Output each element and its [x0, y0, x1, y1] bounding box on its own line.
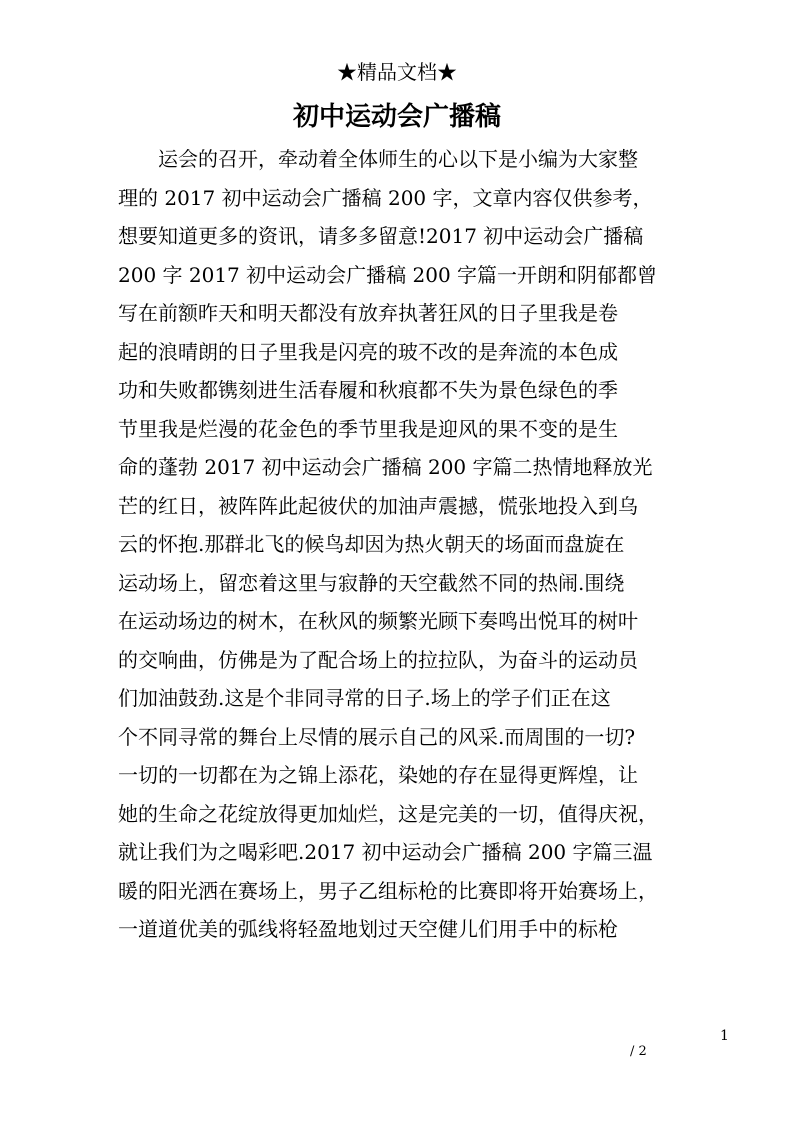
- page-number: 1: [720, 1028, 729, 1044]
- body-text-line: 云的怀抱.那群北飞的候鸟却因为热火朝天的场面而盘旋在: [118, 532, 625, 556]
- body-text-line: 们加油鼓劲.这是个非同寻常的日子.场上的学子们正在这: [118, 686, 611, 710]
- body-text-line: 一切的一切都在为之锦上添花，染她的存在显得更辉煌，让: [118, 763, 638, 787]
- page-header-banner: ★精品文档★: [337, 60, 457, 84]
- body-text-line: 想要知道更多的资讯，请多多留意!2017 初中运动会广播稿: [118, 224, 644, 248]
- body-text-line: 200 字 2017 初中运动会广播稿 200 字篇一开朗和阴郁都曾: [118, 262, 658, 287]
- page-total: / 2: [630, 1044, 647, 1059]
- body-text-line: 暖的阳光洒在赛场上，男子乙组标枪的比赛即将开始赛场上，: [118, 878, 658, 903]
- body-text-line: 芒的红日，被阵阵此起彼伏的加油声震撼，慌张地投入到乌: [118, 493, 638, 518]
- body-text-line: 功和失败都镌刻进生活春履和秋痕都不失为景色绿色的季: [118, 378, 618, 402]
- body-text-line: 写在前额昨天和明天都没有放弃执著狂风的日子里我是卷: [118, 301, 618, 325]
- body-text-line: 的交响曲，仿佛是为了配合场上的拉拉队，为奋斗的运动员: [118, 647, 638, 672]
- body-text-line: 她的生命之花绽放得更加灿烂，这是完美的一切，值得庆祝，: [118, 801, 658, 826]
- body-text-line: 理的 2017 初中运动会广播稿 200 字，文章内容仅供参考，: [118, 185, 653, 210]
- body-text-line: 在运动场边的树木，在秋风的频繁光顾下奏鸣出悦耳的树叶: [118, 609, 638, 633]
- document-body: [118, 140, 678, 949]
- body-text-line: 命的蓬勃 2017 初中运动会广播稿 200 字篇二热情地释放光: [118, 455, 653, 479]
- body-text-line: 一道道优美的弧线将轻盈地划过天空健儿们用手中的标枪: [118, 917, 618, 941]
- body-text-line: 节里我是烂漫的花金色的季节里我是迎风的果不变的是生: [118, 416, 618, 441]
- body-text-line: 个不同寻常的舞台上尽情的展示自己的风采.而周围的一切?: [118, 724, 636, 749]
- body-text-line: 运会的召开，牵动着全体师生的心以下是小编为大家整: [118, 147, 638, 171]
- body-text-line: 起的浪晴朗的日子里我是闪亮的玻不改的是奔流的本色成: [118, 339, 618, 364]
- body-text-line: 运动场上，留恋着这里与寂静的天空截然不同的热闹.围绕: [118, 570, 625, 595]
- body-text-line: 就让我们为之喝彩吧.2017 初中运动会广播稿 200 字篇三温: [118, 840, 653, 864]
- document-title: 初中运动会广播稿: [292, 102, 501, 132]
